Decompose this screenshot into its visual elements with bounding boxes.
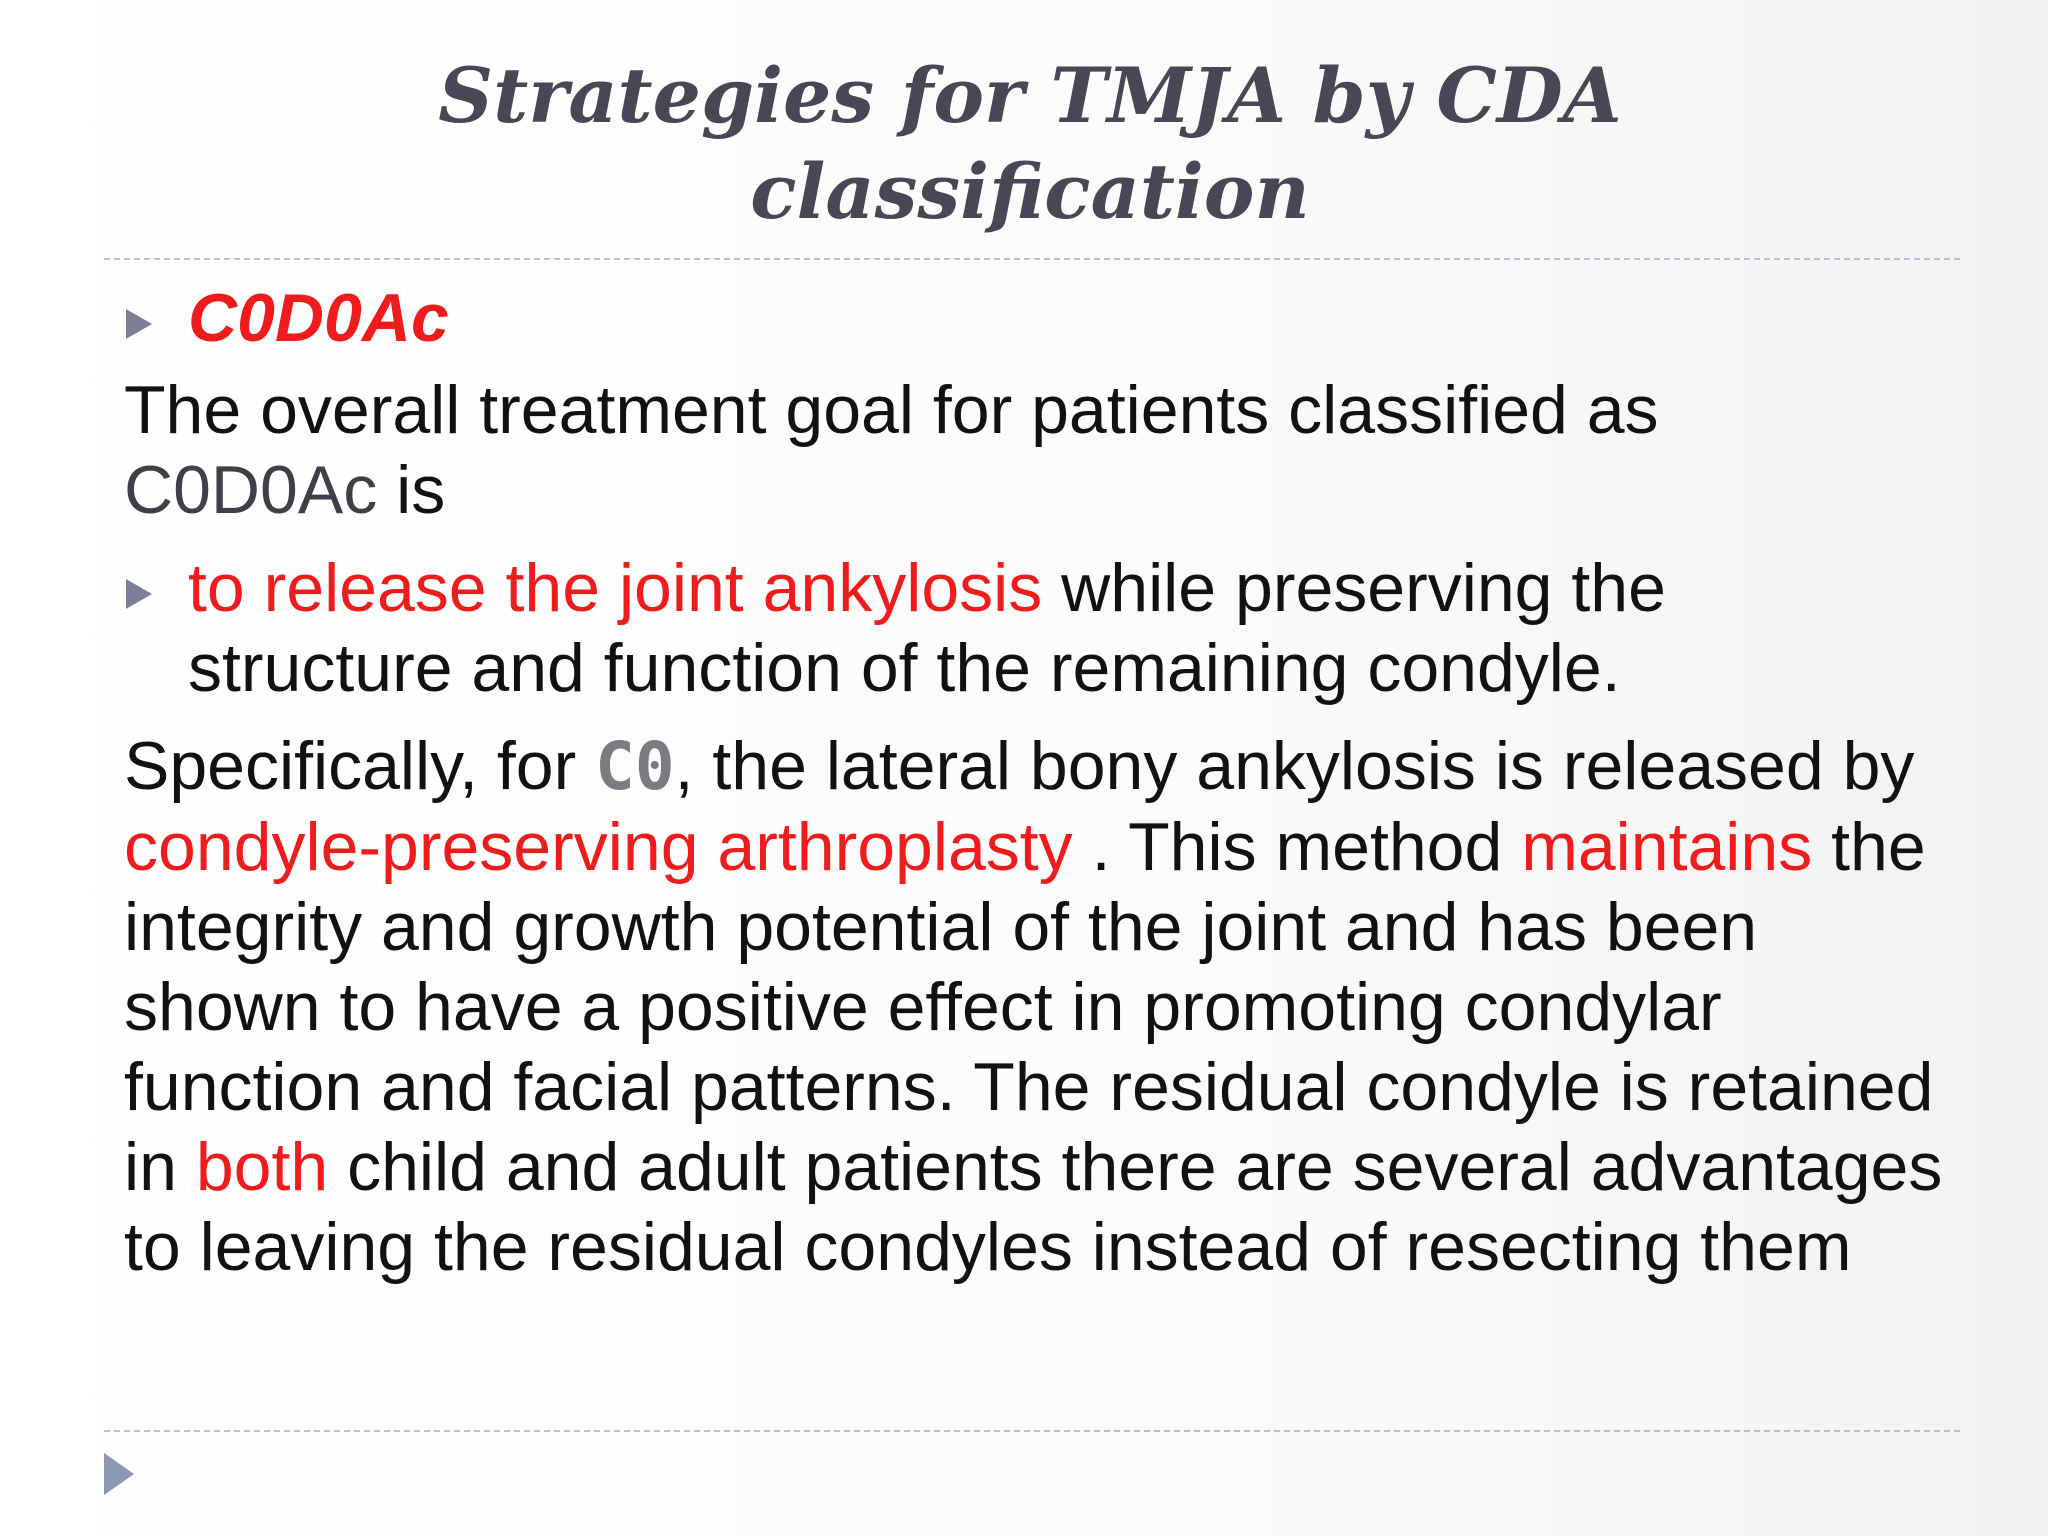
play-arrow-icon[interactable] — [104, 1453, 134, 1495]
triangle-bullet-icon — [126, 579, 152, 609]
para2-t3: . This method — [1072, 809, 1522, 885]
para2-t2: , the lateral bony ankylosis is released by — [674, 728, 1915, 804]
triangle-bullet-icon — [126, 309, 152, 339]
paragraph-treatment-goal — [124, 370, 1944, 530]
paragraph-specifics — [124, 726, 1944, 1287]
bullet-item-release — [124, 548, 1944, 708]
para2-t5: child and adult patients there are several advantages to leaving the residual condyles instead of resecting them — [124, 1129, 1943, 1285]
para2-c0-code: C0 — [595, 728, 675, 805]
para1-code: C0D0Ac — [124, 452, 378, 528]
para2-highlight-maintains: maintains — [1521, 809, 1813, 885]
para1-text-b: is — [377, 452, 446, 528]
para1-text-a: The overall treatment goal for patients classified as — [124, 372, 1659, 448]
classification-code-heading: C0D0Ac — [188, 280, 449, 356]
para2-t1: Specifically, for — [124, 728, 596, 804]
para2-highlight-arthroplasty: condyle-preserving arthroplasty — [124, 809, 1073, 885]
slide-title — [180, 48, 1880, 240]
top-divider — [104, 258, 1960, 260]
title-line-2: classification — [750, 147, 1310, 236]
para2-highlight-both: both — [195, 1129, 329, 1205]
bottom-divider — [104, 1430, 1960, 1432]
slide-body — [124, 278, 1944, 1287]
para2-t4: the integrity and growth potential of the joint and has been shown to have a positive effect in promoting condylar function and facial patterns. The residual condyle is retained in — [124, 809, 1934, 1205]
bullet2-highlight: to release the joint ankylosis — [188, 550, 1043, 626]
bullet-item-heading — [124, 278, 1944, 358]
bullet2-rest: while preserving the structure and function of the remaining condyle. — [188, 550, 1666, 706]
title-line-1: Strategies for TMJA by CDA — [438, 51, 1622, 140]
